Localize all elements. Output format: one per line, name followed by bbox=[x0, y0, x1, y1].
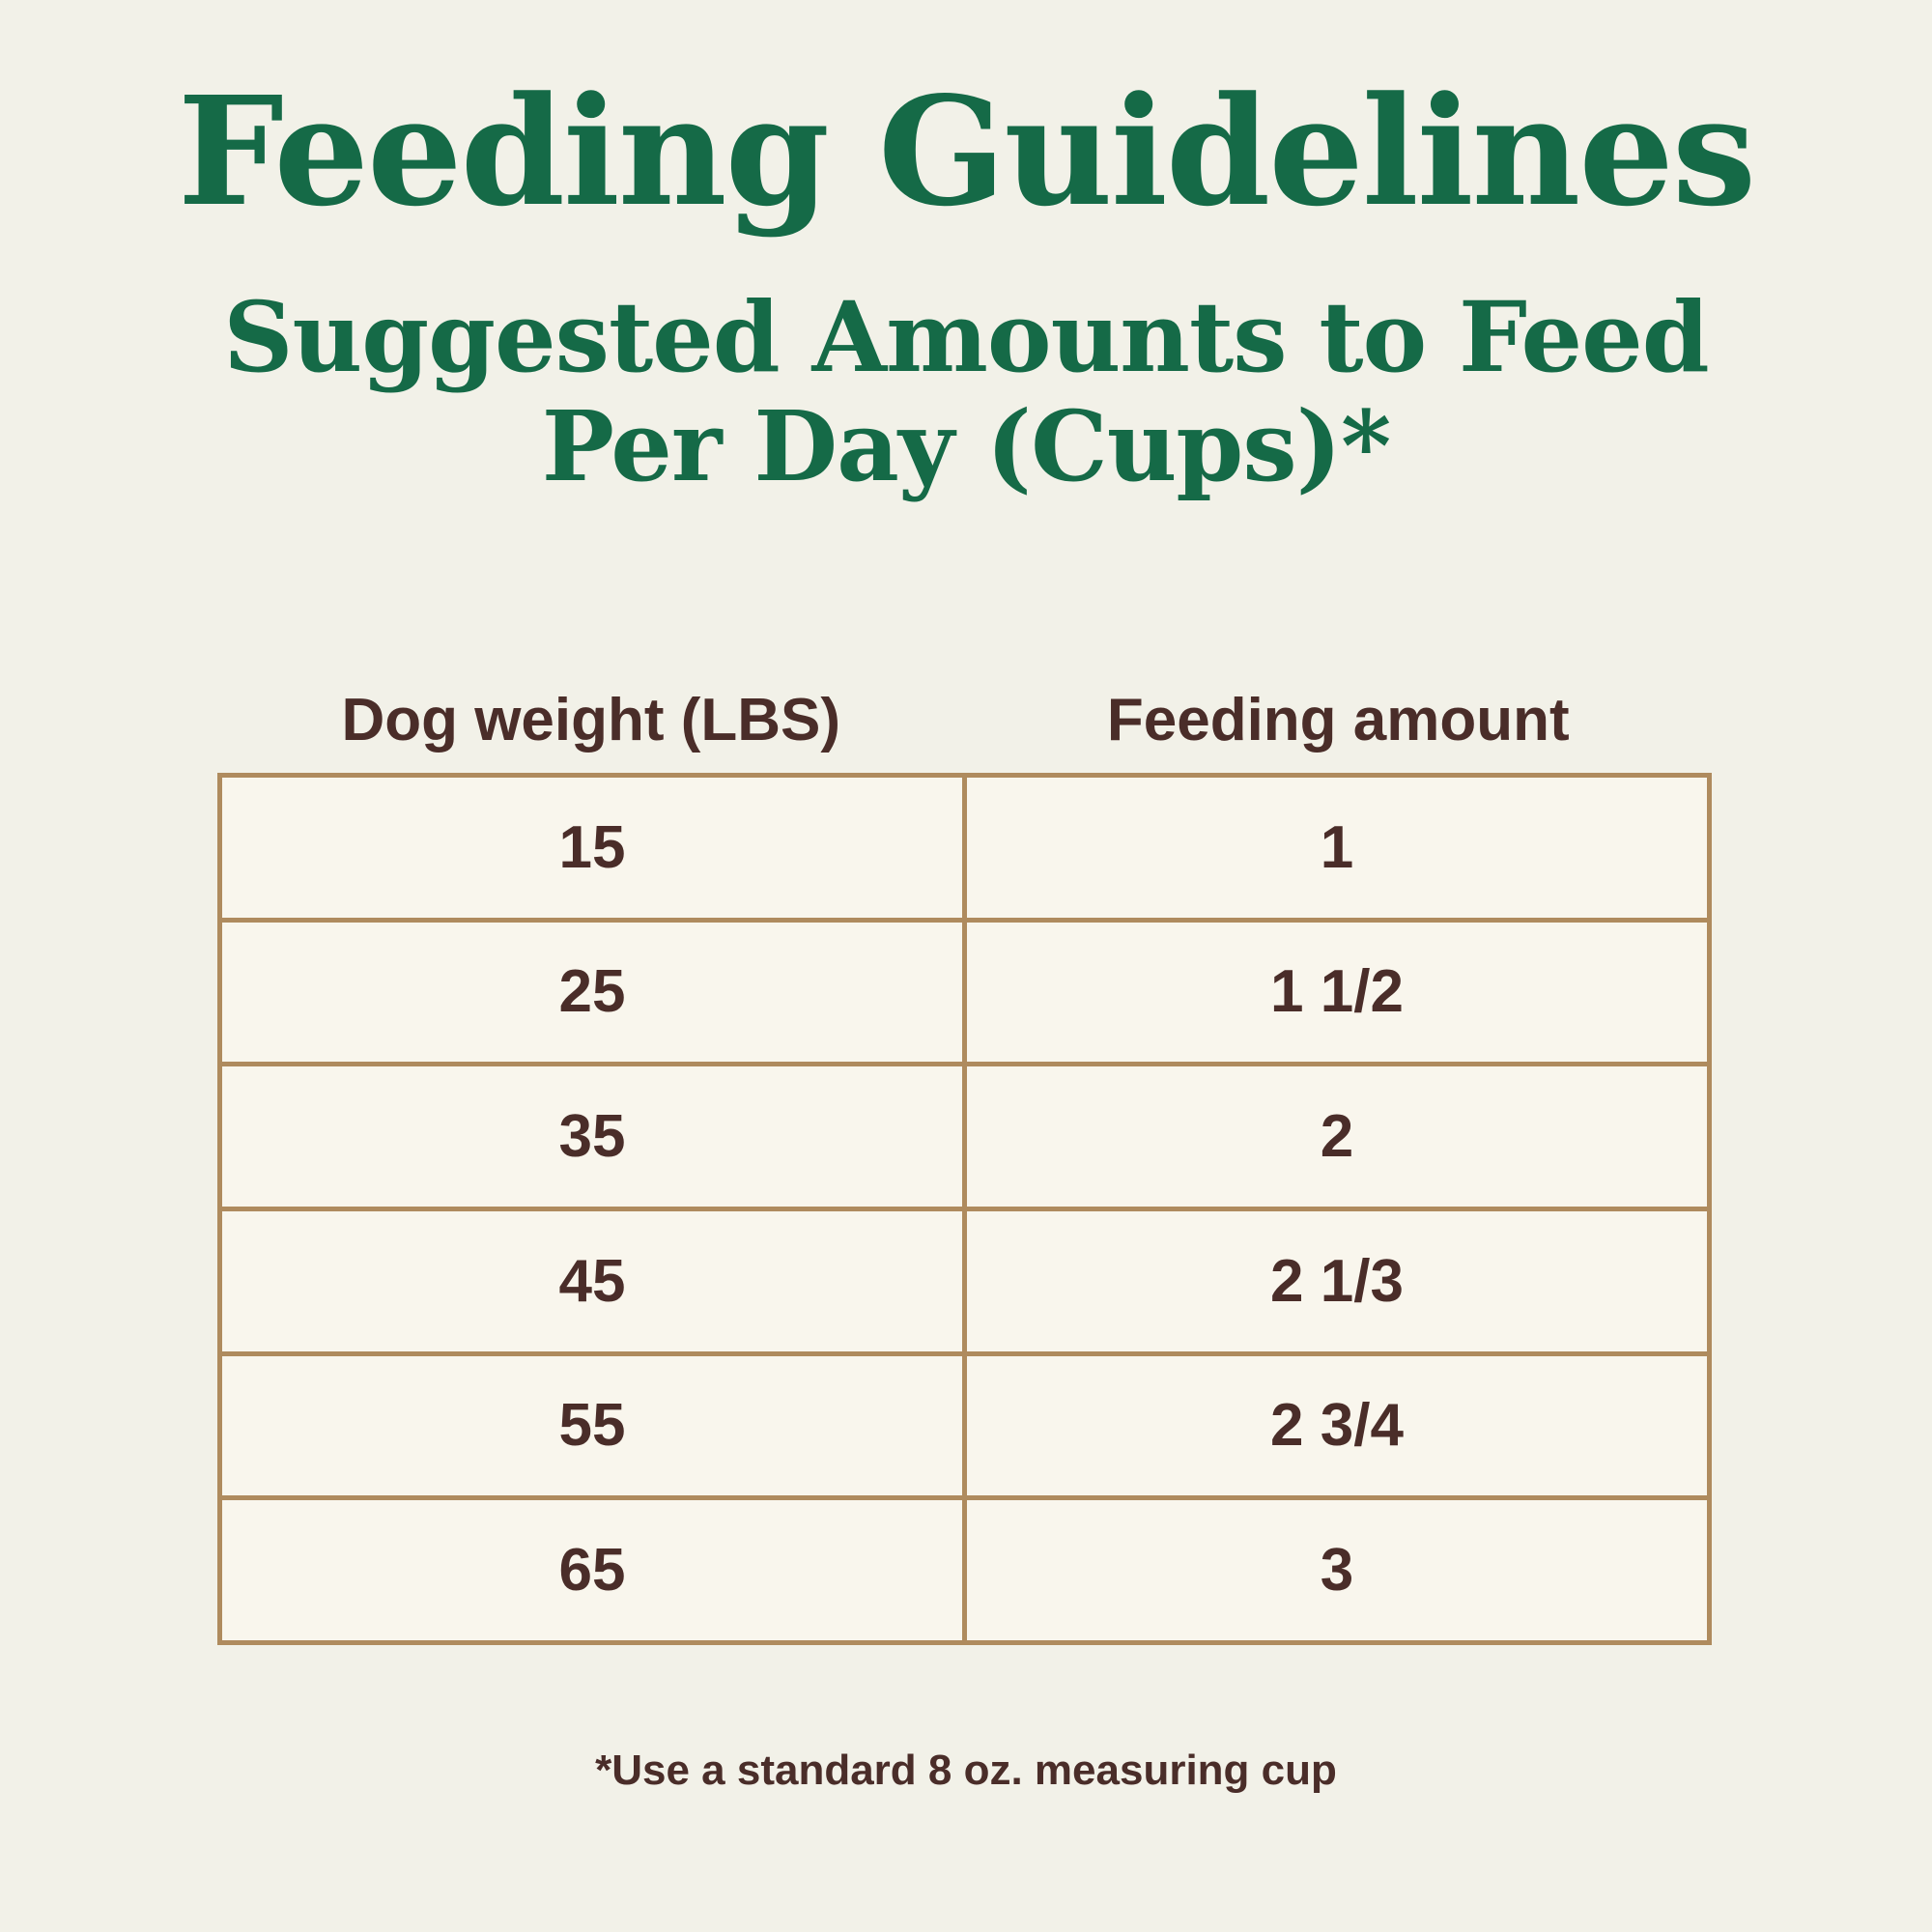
table-cell-weight: 15 bbox=[222, 778, 962, 918]
table-column-headers bbox=[217, 671, 1712, 768]
table-cell-amount: 2 3/4 bbox=[967, 1356, 1707, 1496]
table-cell-weight: 35 bbox=[222, 1066, 962, 1207]
column-header-dog-weight: Dog weight (LBS) bbox=[341, 686, 841, 753]
column-header-feeding-amount: Feeding amount bbox=[1106, 686, 1570, 753]
table-cell-weight: 25 bbox=[222, 923, 962, 1063]
page-subtitle-line-2: Per Day (Cups)* bbox=[541, 389, 1391, 503]
table-cell-amount: 3 bbox=[967, 1500, 1707, 1640]
table-cell-weight: 55 bbox=[222, 1356, 962, 1496]
table-cell-amount: 1 bbox=[967, 778, 1707, 918]
page-title: Feeding Guidelines bbox=[177, 63, 1755, 240]
page-subtitle bbox=[0, 280, 1932, 503]
page-subtitle-line-1: Suggested Amounts to Feed bbox=[223, 280, 1709, 394]
table-cell-amount: 2 bbox=[967, 1066, 1707, 1207]
measuring-cup-footnote: *Use a standard 8 oz. measuring cup bbox=[595, 1747, 1337, 1794]
table-cell-amount: 1 1/2 bbox=[967, 923, 1707, 1063]
table-cell-weight: 45 bbox=[222, 1211, 962, 1351]
feeding-guidelines-table bbox=[217, 773, 1712, 1645]
table-cell-amount: 2 1/3 bbox=[967, 1211, 1707, 1351]
table-cell-weight: 65 bbox=[222, 1500, 962, 1640]
